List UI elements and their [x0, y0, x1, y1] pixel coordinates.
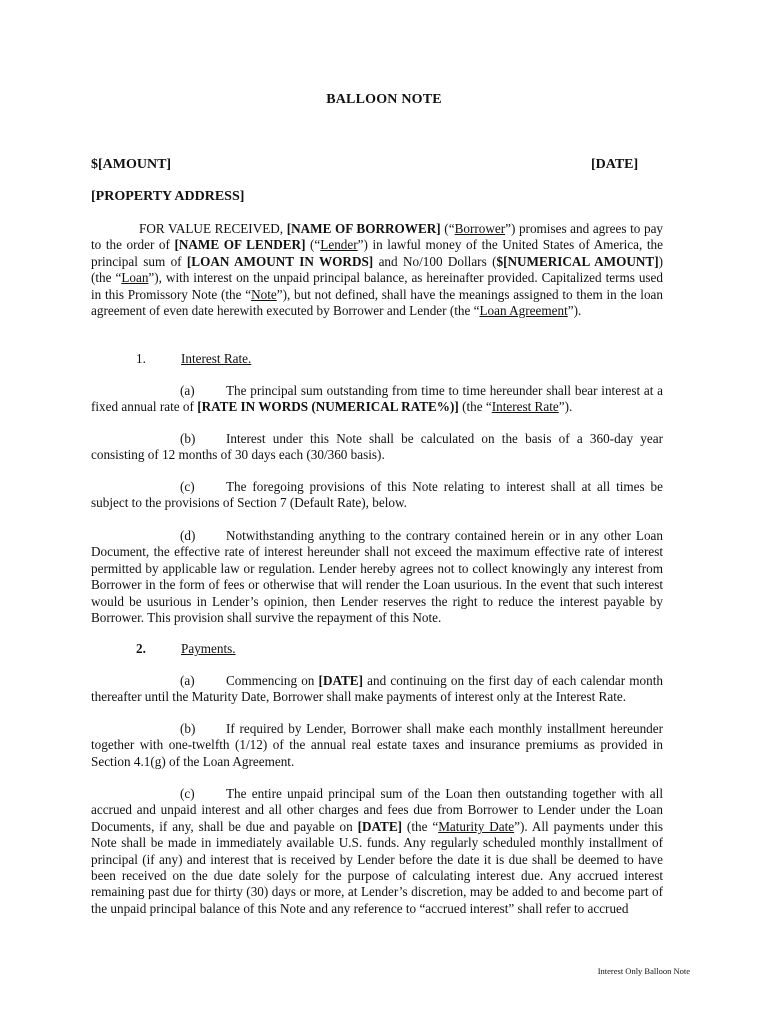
lender-defined-term: Lender — [320, 237, 358, 253]
loan-agreement-defined-term: Loan Agreement — [479, 303, 568, 319]
note-defined-term: Note — [251, 286, 277, 302]
document-title: BALLOON NOTE — [326, 92, 442, 107]
maturity-date-defined-term: Maturity Date — [438, 818, 515, 834]
section-1-heading: 1. Interest Rate. — [136, 351, 252, 366]
intro-paragraph: FOR VALUE RECEIVED, [NAME OF BORROWER] (“Borrower”) promises and agrees to pay to the order of [NAME OF LENDER] (“Lender”) in lawful money of the United States of America, the principal sum of [LOAN AMOUNT IN WORDS] and No/100 Dollars ($[NUMERICAL AMOUNT]) (the “Loan”), with interest on the unpaid principal balance, as hereinafter provided. Capitalized terms used in this Promissory Note (the “Note”), but not defined, shall have the meanings assigned to them in the loan agreement of even date herewith executed by Borrower and Lender (the “Loan Agreement”). — [91, 221, 664, 319]
page-footer: Interest Only Balloon Note — [597, 966, 690, 976]
amount-field: $[AMOUNT] — [91, 157, 172, 172]
section-2-heading: 2. Payments. — [136, 641, 236, 656]
property-address-field: [PROPERTY ADDRESS] — [91, 189, 245, 204]
loan-amount-words-placeholder: [LOAN AMOUNT IN WORDS] — [186, 253, 374, 269]
section-2a-paragraph: (a) Commencing on [DATE] and continuing on the first day of each calendar month thereafter until the Maturity Date, Borrower shall make payments of interest only at the Interest Rate. — [91, 673, 663, 705]
commencement-date-placeholder: [DATE] — [318, 673, 363, 688]
section-2b-paragraph: (b) If required by Lender, Borrower shall make each monthly installment hereunder together with one-twelfth (1/12) of the annual real estate taxes and insurance premiums as provided in Section 4.1(g) of the Loan Agreement. — [91, 721, 663, 769]
loan-defined-term: Loan — [121, 270, 149, 286]
section-1b-paragraph: (b) Interest under this Note shall be calculated on the basis of a 360-day year consisting of 12 months of 30 days each (30/360 basis). — [91, 431, 663, 463]
section-2c-paragraph: (c) The entire unpaid principal sum of the Loan then outstanding together with all accrued and unpaid interest and all other charges and fees due from Borrower to Lender under the Loan Documents, if any, shall be due and payable on [DATE] (the “Maturity Date”). All payments under this Note shall be made in immediately available U.S. funds. Any regularly scheduled monthly installment of principal (if any) and interest that is received by Lender before the date it is due shall be deemed to have been received on the due date solely for the purpose of calculating interest due. Any accrued interest remaining past due for thirty (30) days or more, at Lender’s discretion, may be added to and become part of the unpaid principal balance of this Note and any reference to “accrued interest” shall refer to accrued — [91, 786, 664, 916]
borrower-name-placeholder: [NAME OF BORROWER] — [286, 221, 441, 236]
borrower-defined-term: Borrower — [454, 221, 506, 236]
section-1a-paragraph: (a) The principal sum outstanding from time to time hereunder shall bear interest at a fixed annual rate of [RATE IN WORDS (NUMERICAL RATE%)] (the “Interest Rate”). — [91, 383, 663, 415]
loan-amount-numeric-placeholder: $[NUMERICAL AMOUNT] — [496, 253, 659, 269]
interest-rate-placeholder: [RATE IN WORDS (NUMERICAL RATE%)] — [197, 399, 459, 415]
date-field: [DATE] — [591, 157, 639, 172]
section-1d-paragraph: (d) Notwithstanding anything to the contrary contained herein or in any other Loan Document, the effective rate of interest hereunder shall not exceed the maximum effective rate of interest permitted by applicable law or regulation. Lender hereby agrees not to collect knowingly any interest from Borrower in the form of fees or otherwise that will render the Loan usurious. In the event that such interest would be usurious in Lender’s opinion, then Lender reserves the right to reduce the interest payable by Borrower. This provision shall survive the repayment of this Note. — [91, 528, 663, 626]
maturity-date-placeholder: [DATE] — [357, 818, 403, 834]
section-1c-paragraph: (c) The foregoing provisions of this Note relating to interest shall at all times be subject to the provisions of Section 7 (Default Rate), below. — [91, 479, 663, 511]
lender-name-placeholder: [NAME OF LENDER] — [174, 237, 306, 253]
interest-rate-defined-term: Interest Rate — [491, 399, 559, 415]
